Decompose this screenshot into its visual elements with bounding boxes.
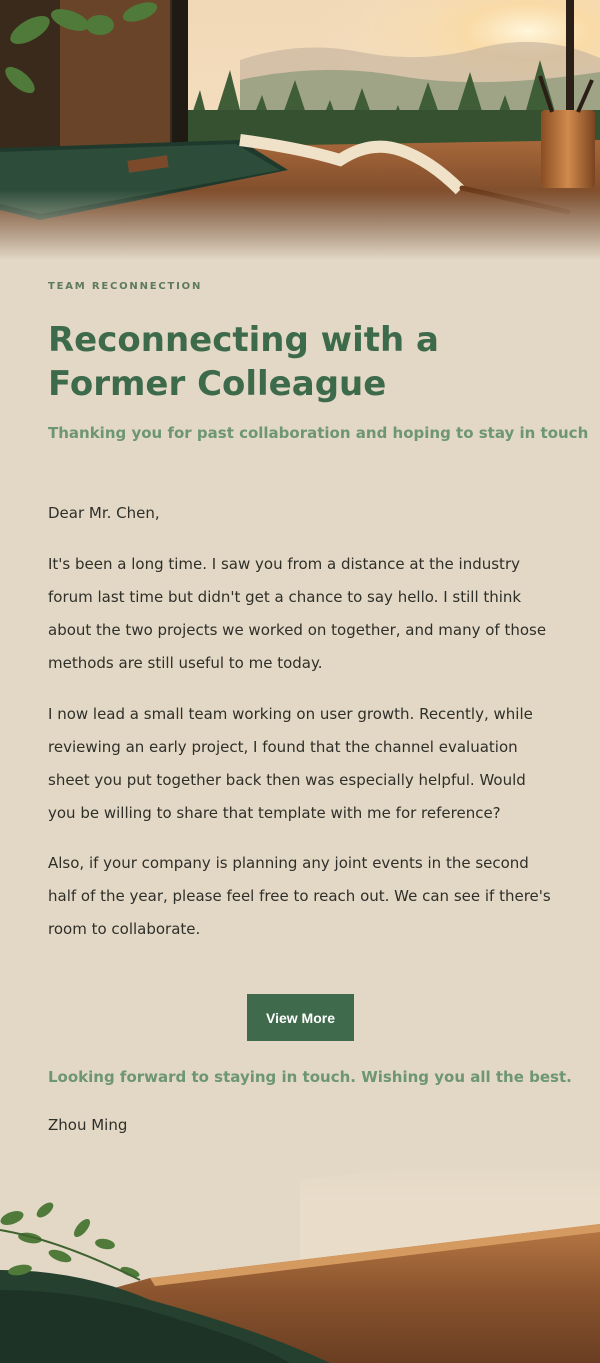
greeting: Dear Mr. Chen,	[48, 504, 160, 522]
eyebrow-label: TEAM RECONNECTION	[48, 281, 203, 292]
view-more-button[interactable]: View More	[247, 994, 354, 1041]
footer-illustration	[0, 1160, 600, 1363]
body-paragraph-3: Also, if your company is planning any joint events in the second half of the year, please feel free to reach out. We can see if there's room to collaborate.	[48, 854, 551, 938]
subtitle: Thanking you for past collaboration and hoping to stay in touch	[48, 424, 589, 442]
signature: Zhou Ming	[48, 1116, 128, 1134]
body-paragraph-2: I now lead a small team working on user growth. Recently, while reviewing an early project, I found that the channel evaluation sheet you put together back then was especially helpful. Would you be willing to share that template with me for reference?	[48, 705, 533, 822]
page-title: Reconnecting with a Former Colleague	[48, 320, 439, 404]
body-paragraph-1: It's been a long time. I saw you from a distance at the industry forum last time but didn't get a chance to say hello. I still think about the two projects we worked on together, and many of those methods are still useful to me today.	[48, 555, 547, 672]
closing-line: Looking forward to staying in touch. Wishing you all the best.	[48, 1068, 572, 1086]
hero-illustration	[0, 0, 600, 260]
